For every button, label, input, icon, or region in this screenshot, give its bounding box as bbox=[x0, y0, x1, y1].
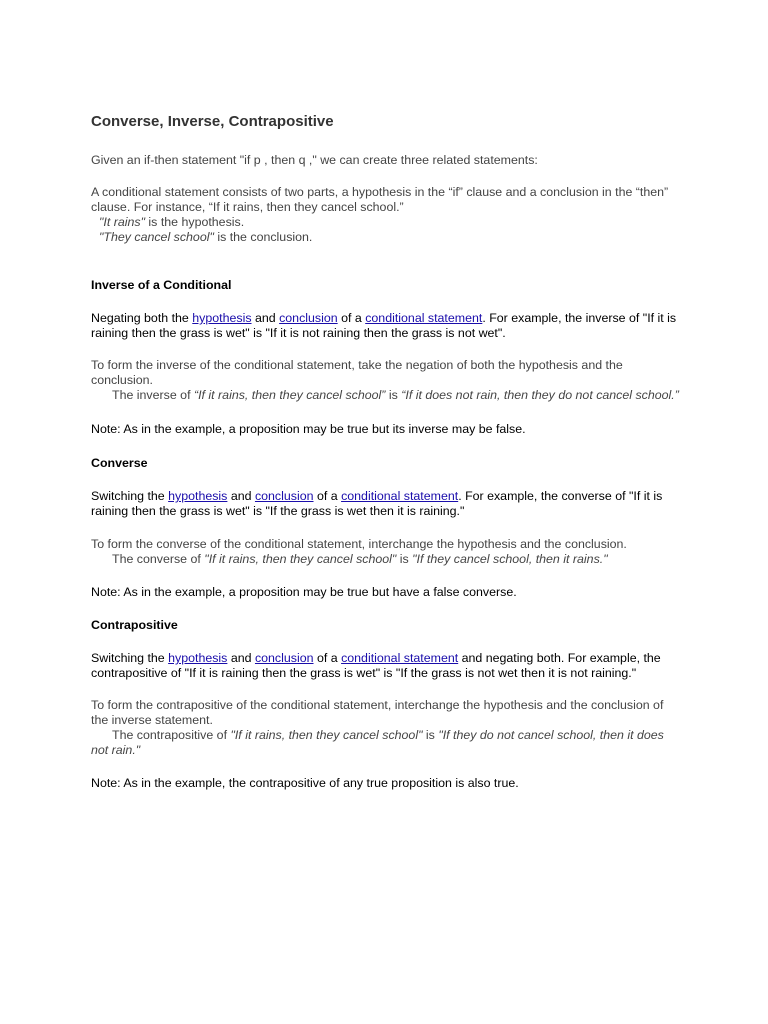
contrapositive-explanation bbox=[91, 698, 681, 758]
conditional-statement-link[interactable]: conditional statement bbox=[341, 651, 459, 665]
inverse-example bbox=[91, 388, 681, 403]
converse-heading: Converse bbox=[91, 456, 148, 470]
converse-example-a: The converse of bbox=[112, 552, 205, 566]
conclusion-rest: is the conclusion. bbox=[213, 230, 313, 244]
inverse-example-b: “If it rains, then they cancel school” bbox=[193, 388, 386, 402]
contrapositive-def-text-a: Switching the bbox=[91, 651, 169, 665]
intro-text: Given an if-then statement "if p , then q ," we can create three related statements: bbox=[91, 153, 538, 167]
contrapositive-example-b: "If it rains, then they cancel school" bbox=[230, 728, 423, 742]
inverse-heading: Inverse of a Conditional bbox=[91, 278, 232, 292]
conclusion-link[interactable]: conclusion bbox=[254, 489, 314, 503]
inverse-form-text: To form the inverse of the conditional statement, take the negation of both the hypothesis and the conclusion. bbox=[91, 358, 623, 387]
contrapositive-def-text-d: and negating both. For example, the contrapositive of "If it is raining then the grass is wet" is "If the grass is not wet then it is not raining." bbox=[91, 651, 661, 680]
contrapositive-note: Note: As in the example, the contrapositive of any true proposition is also true. bbox=[91, 776, 519, 790]
conditional-statement-link[interactable]: conditional statement bbox=[365, 311, 483, 325]
conditional-text: A conditional statement consists of two parts, a hypothesis in the “if” clause and a conclusion in the “then” clause. For instance, “If it rains, then they cancel school.” bbox=[91, 185, 669, 214]
converse-explanation bbox=[91, 537, 681, 567]
converse-example-b: "If it rains, then they cancel school" bbox=[204, 552, 397, 566]
inverse-explanation bbox=[91, 358, 681, 403]
hypothesis-rest: is the hypothesis. bbox=[144, 215, 245, 229]
converse-def-text-d: . For example, the converse of "If it is raining then the grass is wet" is "If the grass is wet then it is raining." bbox=[91, 489, 663, 518]
conclusion-link[interactable]: conclusion bbox=[279, 311, 338, 325]
contrapositive-example bbox=[91, 728, 681, 758]
conclusion-quote: "They cancel school" bbox=[99, 230, 214, 244]
conditional-statement-link[interactable]: conditional statement bbox=[341, 489, 459, 503]
contrapositive-definition bbox=[91, 651, 681, 681]
page-title: Converse, Inverse, Contrapositive bbox=[91, 113, 334, 130]
converse-definition bbox=[91, 489, 681, 519]
conclusion-link[interactable]: conclusion bbox=[254, 651, 314, 665]
converse-def-text-a: Switching the bbox=[91, 489, 169, 503]
contrapositive-def-text-b: and bbox=[227, 651, 255, 665]
converse-example-c: is bbox=[396, 552, 413, 566]
inverse-def-text-c: of a bbox=[337, 311, 366, 325]
conclusion-line bbox=[91, 230, 681, 245]
contrapositive-example-a: The contrapositive of bbox=[112, 728, 231, 742]
contrapositive-def-text-c: of a bbox=[313, 651, 342, 665]
contrapositive-example-c: is bbox=[422, 728, 439, 742]
hypothesis-link[interactable]: hypothesis bbox=[168, 651, 228, 665]
contrapositive-form-text: To form the contrapositive of the conditional statement, interchange the hypothesis and the conclusion of the inverse statement. bbox=[91, 698, 664, 727]
contrapositive-example-d: "If they do not cancel school, then it does not rain." bbox=[91, 728, 664, 757]
inverse-def-text-b: and bbox=[251, 311, 280, 325]
hypothesis-quote: "It rains" bbox=[99, 215, 145, 229]
inverse-example-c: is bbox=[385, 388, 402, 402]
contrapositive-heading: Contrapositive bbox=[91, 618, 178, 632]
converse-example bbox=[91, 552, 681, 567]
hypothesis-line bbox=[91, 215, 681, 230]
inverse-note: Note: As in the example, a proposition may be true but its inverse may be false. bbox=[91, 422, 526, 436]
conditional-definition bbox=[91, 185, 681, 245]
converse-def-text-c: of a bbox=[313, 489, 342, 503]
converse-form-text: To form the converse of the conditional statement, interchange the hypothesis and the conclusion. bbox=[91, 537, 627, 551]
inverse-def-text-d: . For example, the inverse of "If it is raining then the grass is wet" is "If it is not raining then the grass is not wet". bbox=[91, 311, 677, 340]
inverse-example-d: “If it does not rain, then they do not cancel school.” bbox=[401, 388, 679, 402]
inverse-example-a: The inverse of bbox=[112, 388, 194, 402]
converse-def-text-b: and bbox=[227, 489, 255, 503]
hypothesis-link[interactable]: hypothesis bbox=[168, 489, 228, 503]
hypothesis-link[interactable]: hypothesis bbox=[192, 311, 252, 325]
document-page bbox=[91, 112, 681, 791]
inverse-def-text-a: Negating both the bbox=[91, 311, 193, 325]
converse-example-d: "If they cancel school, then it rains." bbox=[412, 552, 608, 566]
inverse-definition bbox=[91, 311, 681, 341]
converse-note: Note: As in the example, a proposition may be true but have a false converse. bbox=[91, 585, 517, 599]
